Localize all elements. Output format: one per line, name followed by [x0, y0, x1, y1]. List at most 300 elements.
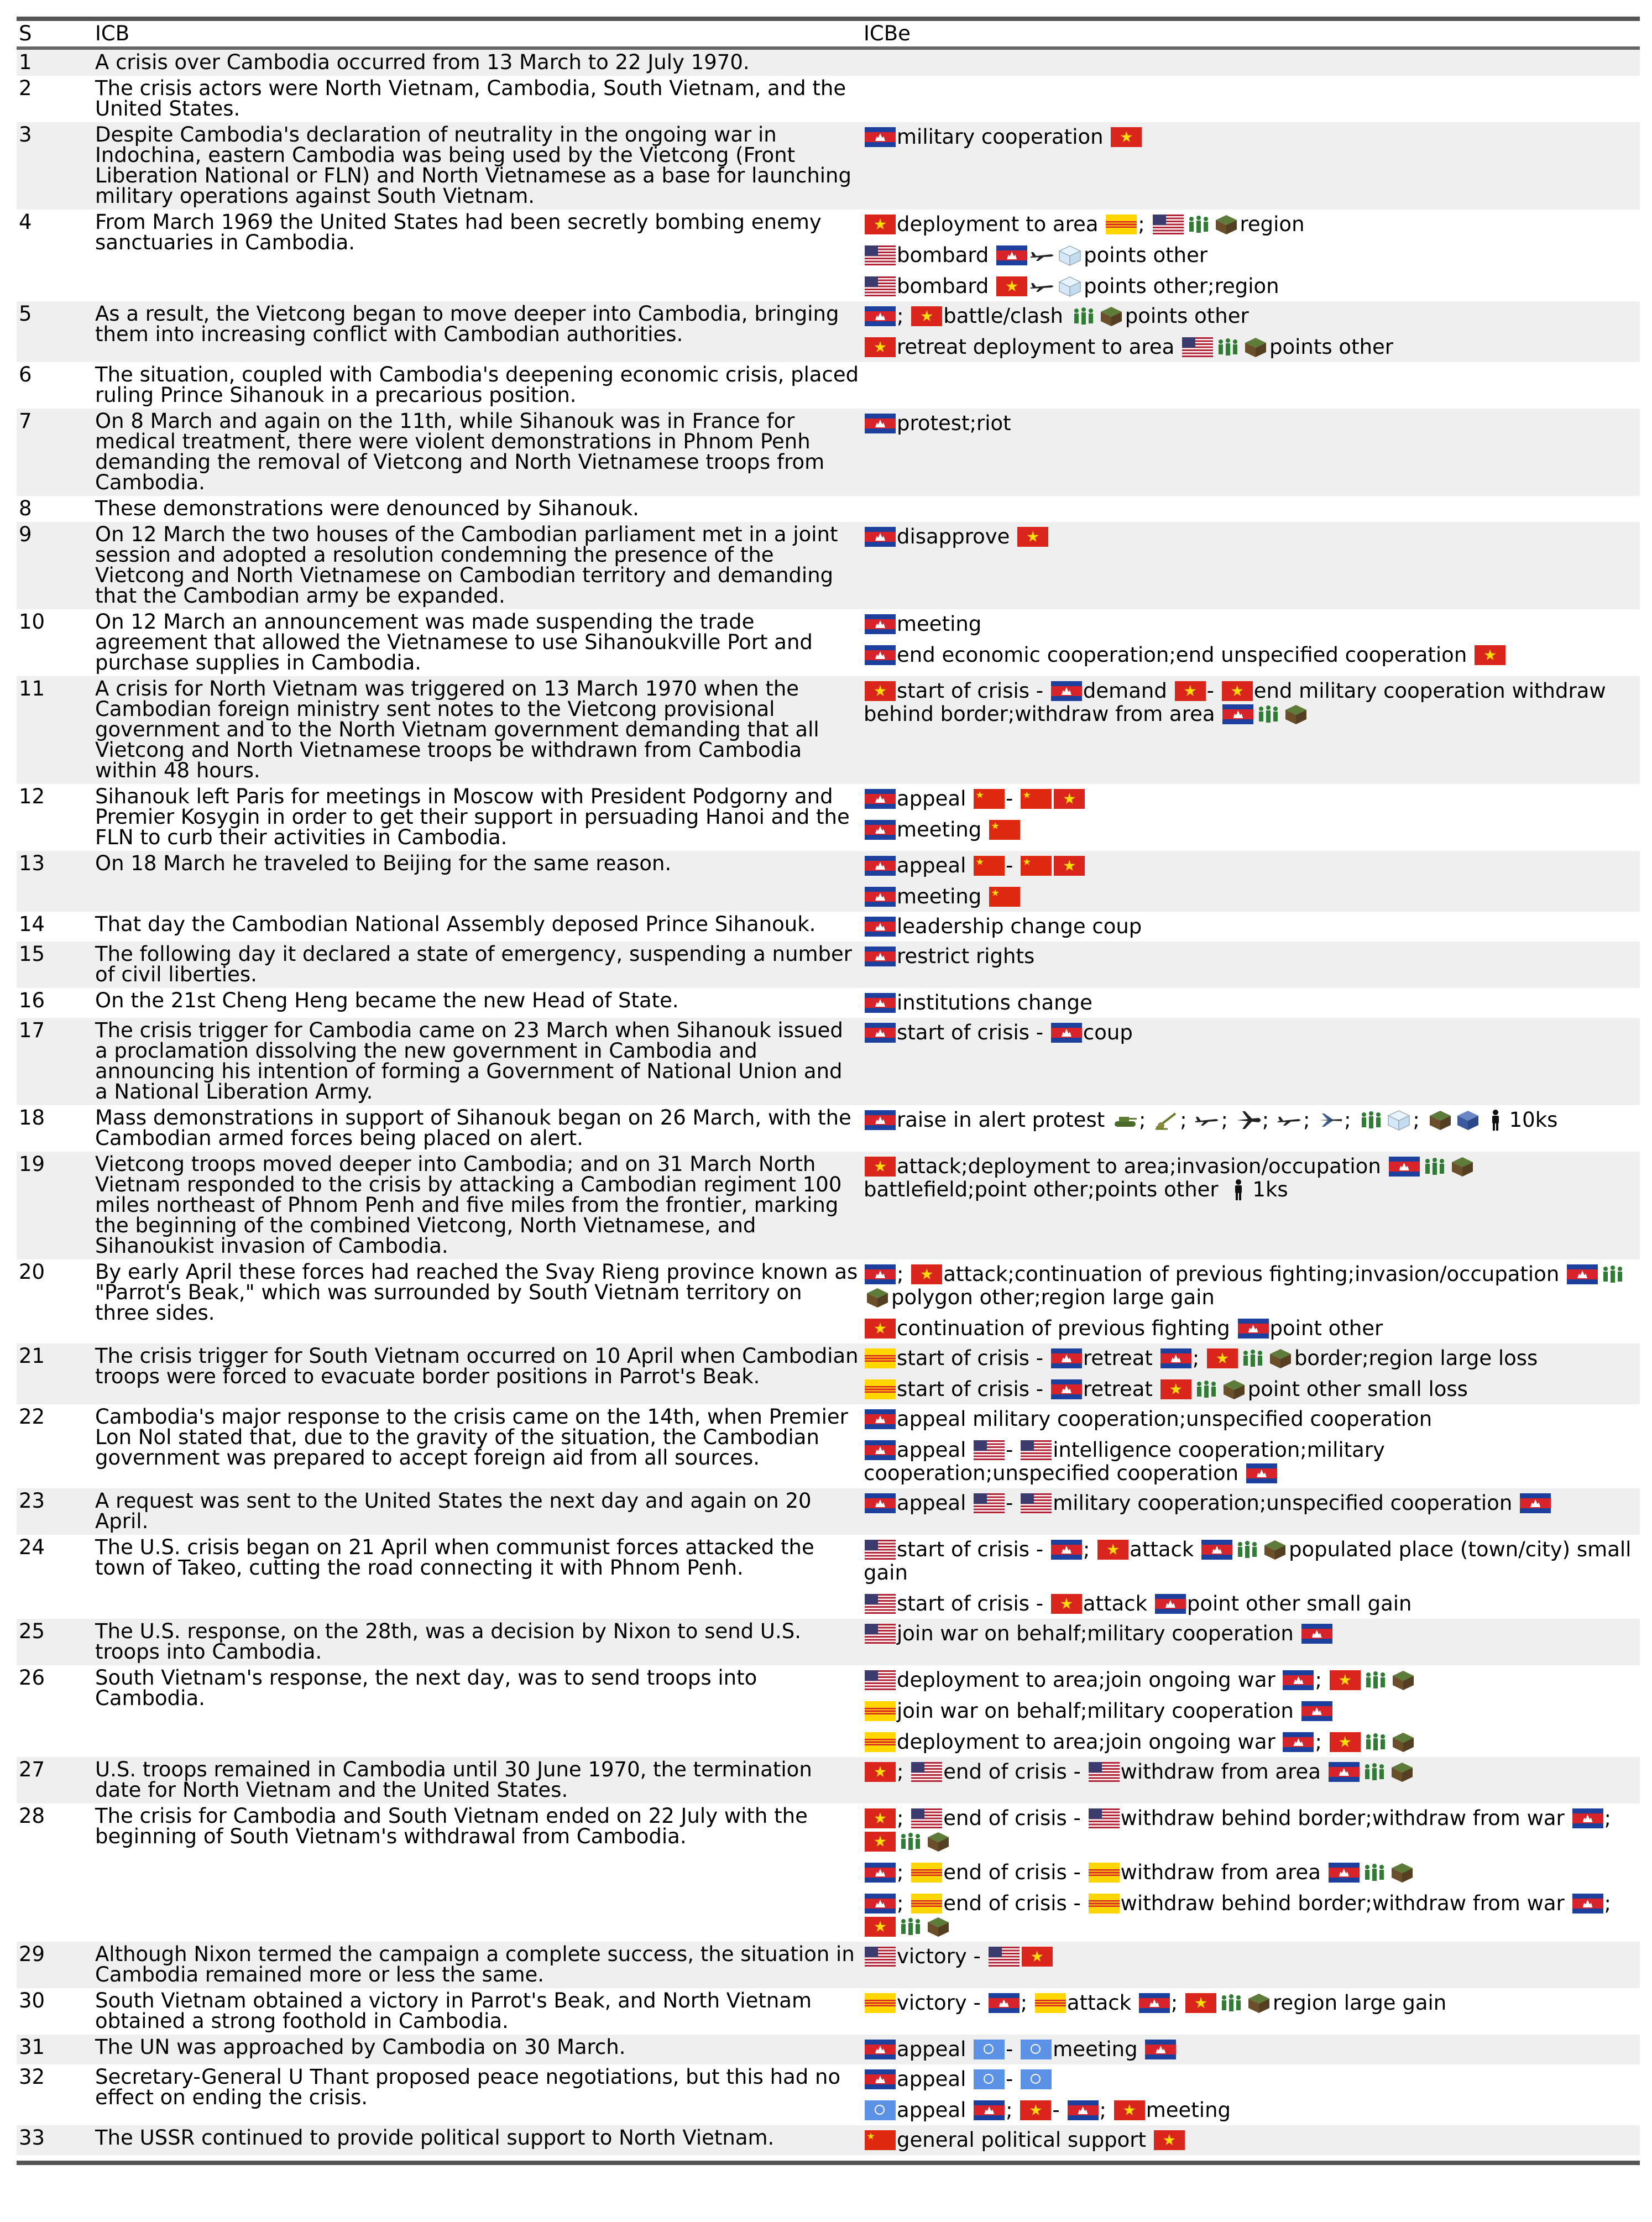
us-flag [865, 1670, 896, 1690]
row-number: 2 [19, 76, 32, 100]
icbe-events [861, 409, 1640, 496]
row-number: 24 [19, 1535, 45, 1559]
event-text: protest;riot [897, 411, 1011, 435]
troops-icon [1362, 1862, 1387, 1884]
table-row [17, 912, 1640, 942]
event-text: ; [1170, 1991, 1178, 2015]
us-flag [865, 1594, 896, 1614]
row-number: 7 [17, 409, 93, 496]
event-text: start of crisis - [897, 1592, 1044, 1615]
icbe-events [861, 522, 1640, 609]
china-flag [1021, 789, 1052, 809]
vietcong-flag [1222, 681, 1253, 701]
icbe-events [861, 2064, 1640, 2125]
icbe-events [861, 609, 1640, 676]
cambodia-flag [1283, 1732, 1314, 1752]
event-text: ; [1139, 1108, 1146, 1132]
event-text: demand [1083, 679, 1167, 703]
cambodia-flag [1155, 1594, 1186, 1614]
us-flag [865, 276, 896, 296]
cambodia-flag [865, 917, 896, 937]
event-text: - [1006, 787, 1013, 811]
vietcong-flag [865, 1319, 896, 1339]
china-flag [974, 789, 1005, 809]
icb-sentence: A crisis for North Vietnam was triggered on 13 March 1970 when the Cambodian foreign ministry sent notes to the Vietcong provisional government and to the North Vietnam government demanding that all Vietcong and North Vietnamese troops be withdrawn from Cambodia within 48 hours. [93, 676, 861, 784]
south-vietnam-flag [911, 1894, 942, 1913]
troops-icon [1240, 1347, 1266, 1369]
table-row [17, 496, 1640, 522]
icbe-events [861, 50, 1640, 76]
us-flag [1089, 1762, 1120, 1782]
table-row [17, 1488, 1640, 1535]
header-row [17, 21, 1640, 46]
un-flag [865, 2100, 896, 2120]
event-text: populated place (town/city) small gain [864, 1538, 1632, 1585]
event-text: ; [1604, 1806, 1611, 1830]
land-icon [1221, 1378, 1247, 1400]
cambodia-flag [865, 2040, 896, 2059]
icbe-event [864, 1155, 1638, 1201]
event-text: start of crisis - [897, 1021, 1044, 1044]
icbe-event [864, 1317, 1638, 1340]
icbe-event [864, 613, 1638, 636]
table-row [17, 609, 1640, 676]
event-text: appeal [897, 2098, 966, 2122]
event-text: retreat deployment to area [897, 335, 1175, 359]
icb-sentence: By early April these forces had reached the Svay Rieng province known as "Parrot's Beak," which was surrounded by South Vietnam territory on three sides. [95, 1260, 858, 1325]
row-number: 30 [19, 1989, 45, 2012]
us-flag [974, 1440, 1005, 1460]
event-text: end of crisis - [943, 1860, 1081, 1884]
icb-sentence: A crisis over Cambodia occurred from 13 March to 22 July 1970. [93, 50, 861, 76]
icbe-event [864, 1592, 1638, 1615]
icbe-event [864, 818, 1638, 841]
event-text: appeal military cooperation;unspecified cooperation [897, 1407, 1433, 1431]
un-flag [1021, 2069, 1052, 2089]
event-text: attack;continuation of previous fighting;invasion/occupation [943, 1262, 1560, 1286]
cambodia-flag [1051, 1023, 1082, 1043]
us-flag [865, 1947, 896, 1967]
event-text: ; [1604, 1891, 1611, 1915]
icbe-event [864, 854, 1638, 877]
icbe-events [861, 1988, 1640, 2035]
event-text: meeting [897, 885, 982, 908]
event-text: start of crisis - [897, 1538, 1044, 1561]
event-text: deployment to area [897, 212, 1099, 236]
troops-icon [1600, 1263, 1625, 1285]
table-row [17, 851, 1640, 912]
us-flag [974, 1493, 1005, 1513]
vietcong-flag [1111, 127, 1142, 147]
event-text: ; [897, 1860, 904, 1884]
icbe-events [861, 1152, 1640, 1259]
vietcong-flag [865, 1808, 896, 1828]
comparison-table [17, 21, 1640, 46]
row-number: 8 [19, 496, 32, 520]
icbe-event [864, 2068, 1638, 2091]
cambodia-flag [865, 127, 896, 147]
event-text: - [1006, 2037, 1013, 2061]
icb-sentence: Although Nixon termed the campaign a complete success, the situation in Cambodia remained more or less the same. [93, 1942, 861, 1988]
icbe-event [864, 885, 1638, 908]
cambodia-flag [865, 1493, 896, 1513]
icbe-events [861, 301, 1640, 362]
vietcong-flag [1054, 789, 1085, 809]
icbe-event [864, 1021, 1638, 1044]
icbe-events [861, 1665, 1640, 1757]
row-number: 23 [17, 1488, 93, 1535]
land-icon [1450, 1156, 1475, 1178]
row-number: 21 [17, 1343, 93, 1404]
cambodia-flag [1051, 1348, 1082, 1368]
cambodia-flag [865, 1894, 896, 1913]
row-number: 16 [19, 989, 45, 1012]
cambodia-flag [1389, 1157, 1420, 1177]
icbe-event [864, 2099, 1638, 2122]
icb-sentence: Vietcong troops moved deeper into Cambodia; and on 31 March North Vietnam responded to the crisis by attacking a Cambodian regiment 100 miles northeast of Phnom Penh and five miles from the frontier, marking the beginning of the combined Vietcong, North Vietnamese, and Sihanoukist invasion of Cambodia. [93, 1152, 861, 1259]
vietcong-flag [1051, 1594, 1082, 1614]
table-row [17, 2064, 1640, 2125]
us-flag [989, 1947, 1020, 1967]
airplane-icon [1277, 1109, 1302, 1131]
event-text: point other [1269, 1316, 1383, 1340]
cambodia-flag [1572, 1894, 1603, 1913]
icb-icbe-table-sheet [17, 17, 1640, 2165]
vietcong-flag [1022, 1947, 1053, 1967]
south-vietnam-flag [865, 1993, 896, 2013]
us-flag [1153, 215, 1184, 234]
row-number: 26 [19, 1666, 45, 1690]
row-number: 18 [19, 1106, 45, 1130]
icbe-event [864, 1439, 1638, 1485]
cambodia-flag [865, 1264, 896, 1284]
event-text: end of crisis - [943, 1806, 1081, 1830]
us-flag [911, 1762, 942, 1782]
icbe-events [861, 1018, 1640, 1105]
cambodia-flag [865, 2069, 896, 2089]
troops-icon [1256, 703, 1281, 725]
vietcong-flag [1114, 2100, 1145, 2120]
event-text: - [1006, 1491, 1013, 1515]
event-text: region [1240, 212, 1305, 236]
cambodia-flag [1329, 1863, 1360, 1883]
table-row [17, 1404, 1640, 1488]
vietcong-flag [1017, 527, 1048, 547]
event-text: leadership change coup [897, 914, 1142, 938]
event-text: attack;deployment to area;invasion/occupation [897, 1154, 1381, 1178]
us-flag [1089, 1808, 1120, 1828]
event-text: battlefield;point other;points other [864, 1178, 1219, 1201]
table-row [17, 522, 1640, 609]
ice-cube-icon [1057, 244, 1083, 266]
vietcong-flag [865, 215, 896, 234]
row-number: 6 [19, 363, 32, 386]
table-row [17, 1803, 1640, 1942]
icbe-events [861, 2035, 1640, 2064]
icbe-event [864, 2129, 1638, 2152]
icb-sentence: South Vietnam obtained a victory in Parrot's Beak, and North Vietnam obtained a strong foothold in Cambodia. [95, 1989, 812, 2033]
event-text: retreat [1083, 1377, 1153, 1401]
event-text: end economic cooperation;end unspecified cooperation [897, 643, 1467, 667]
event-text: attack [1067, 1991, 1132, 2015]
row-number: 27 [17, 1757, 93, 1803]
event-text: withdraw behind border;withdraw from war [1120, 1806, 1565, 1830]
vietcong-flag [865, 1157, 896, 1177]
cambodia-flag [1520, 1493, 1551, 1513]
icb-sentence: The crisis trigger for Cambodia came on 23 March when Sihanouk issued a proclamation dissolving the new government in Cambodia and announcing his intention of forming a Government of National Union and a National Liberation Army. [93, 1018, 861, 1105]
event-text: join war on behalf;military cooperation [897, 1622, 1294, 1645]
troops-icon [1194, 1378, 1219, 1400]
table-row [17, 362, 1640, 409]
icbe-event [864, 275, 1638, 298]
us-flag [865, 1540, 896, 1560]
troops-icon [1358, 1109, 1384, 1131]
troops-icon [1186, 213, 1211, 236]
china-flag [989, 887, 1020, 907]
table-row [17, 409, 1640, 496]
row-number: 25 [17, 1619, 93, 1665]
event-text: join war on behalf;military cooperation [897, 1699, 1294, 1723]
troops-icon [898, 1916, 923, 1938]
us-flag [911, 1808, 942, 1828]
event-text: disapprove [897, 525, 1010, 548]
vietcong-flag [996, 276, 1027, 296]
event-text: meeting [897, 612, 982, 636]
un-flag [974, 2040, 1005, 2059]
table-row [17, 301, 1640, 362]
icb-sentence: The crisis actors were North Vietnam, Cambodia, South Vietnam, and the United States. [95, 76, 846, 121]
event-text: ; [1303, 1108, 1310, 1132]
icbe-events [861, 942, 1640, 988]
table-row [17, 2035, 1640, 2064]
icb-sentence: The U.S. crisis began on 21 April when communist forces attacked the town of Takeo, cutting the road connecting it with Phnom Penh. [95, 1535, 814, 1580]
event-text: border;region large loss [1294, 1346, 1538, 1370]
cambodia-flag [1068, 2100, 1099, 2120]
cambodia-flag [1222, 704, 1253, 724]
icbe-event [864, 1760, 1638, 1784]
table-body [17, 50, 1640, 2155]
icbe-events [861, 1343, 1640, 1404]
cambodia-flag [1301, 1624, 1332, 1644]
icb-sentence: The crisis for Cambodia and South Vietnam ended on 22 July with the beginning of South Vietnam's withdrawal from Cambodia. [95, 1804, 808, 1848]
vietcong-flag [1160, 1379, 1191, 1399]
event-text: appeal [897, 1438, 966, 1462]
cambodia-flag [865, 1023, 896, 1043]
icb-sentence: Mass demonstrations in support of Sihanouk began on 26 March, with the Cambodian armed forces being placed on alert. [95, 1106, 851, 1150]
person-icon [1483, 1109, 1508, 1131]
row-number: 28 [19, 1804, 45, 1828]
event-text: ; [1099, 2098, 1106, 2122]
vietcong-flag [1154, 2130, 1185, 2150]
icbe-events [861, 362, 1640, 409]
land-icon [865, 1287, 890, 1309]
event-text: points other [1125, 304, 1249, 328]
icb-sentence: That day the Cambodian National Assembly deposed Prince Sihanouk. [95, 912, 816, 936]
icbe-event [864, 126, 1638, 149]
event-text: ; [1221, 1108, 1228, 1132]
icbe-event [864, 213, 1638, 236]
table-row [17, 1665, 1640, 1757]
vietcong-flag [1207, 1348, 1238, 1368]
event-text: meeting [897, 818, 982, 841]
icbe-events [861, 210, 1640, 301]
table-row [17, 1259, 1640, 1343]
icbe-event [864, 1945, 1638, 1968]
vietcong-flag [1475, 645, 1505, 665]
event-text: ; [1262, 1108, 1269, 1132]
cambodia-flag [1238, 1319, 1269, 1339]
event-text: coup [1083, 1021, 1133, 1044]
vietcong-flag [911, 306, 942, 326]
cambodia-flag [974, 2100, 1005, 2120]
icbe-event [864, 1991, 1638, 2015]
event-text: end of crisis - [943, 1760, 1081, 1784]
vietcong-flag [1330, 1732, 1361, 1752]
table-row [17, 1942, 1640, 1988]
land-icon [1390, 1669, 1416, 1691]
south-vietnam-flag [911, 1863, 942, 1883]
event-text: bombard [897, 274, 989, 298]
vietcong-flag [1185, 1993, 1216, 2013]
cambodia-flag [865, 1440, 896, 1460]
troops-icon [1235, 1539, 1260, 1561]
land-icon [1283, 703, 1309, 725]
event-text: ; [897, 1806, 904, 1830]
icb-sentence: A request was sent to the United States the next day and again on 20 April. [93, 1488, 861, 1535]
icbe-events [861, 1259, 1640, 1343]
event-text: ; [1413, 1108, 1420, 1132]
icbe-event [864, 787, 1638, 811]
vietcong-flag [1054, 856, 1085, 876]
event-text: ; [1180, 1108, 1187, 1132]
icb-sentence: The UN was approached by Cambodia on 30 March. [93, 2035, 861, 2064]
event-text: ; [1344, 1108, 1351, 1132]
china-flag [974, 856, 1005, 876]
icbe-event [864, 644, 1638, 667]
event-text: appeal [897, 854, 966, 877]
icbe-events [861, 1488, 1640, 1535]
vietcong-flag [865, 681, 896, 701]
ice-cube-icon [1057, 275, 1083, 297]
cambodia-flag [1567, 1264, 1598, 1284]
cambodia-flag [1246, 1463, 1277, 1483]
icbe-events [861, 1942, 1640, 1988]
event-text: ; [897, 1891, 904, 1915]
jet-icon [1236, 1109, 1261, 1131]
event-text: victory - [897, 1944, 981, 1968]
icb-sentence: As a result, the Vietcong began to move deeper into Cambodia, bringing them into increasing conflict with Cambodian authorities. [93, 301, 861, 362]
cambodia-flag [865, 887, 896, 907]
cambodia-flag [989, 1993, 1020, 2013]
land-icon [1390, 1731, 1416, 1753]
south-vietnam-flag [1089, 1894, 1120, 1913]
land-icon [1262, 1539, 1288, 1561]
cambodia-flag [865, 645, 896, 665]
icbe-events [861, 1535, 1640, 1619]
cambodia-flag [865, 527, 896, 547]
row-number: 20 [19, 1260, 45, 1284]
troops-icon [1422, 1156, 1447, 1178]
troops-icon [898, 1831, 923, 1853]
icbe-events [861, 2125, 1640, 2155]
vietcong-flag [865, 337, 896, 357]
icbe-events [861, 988, 1640, 1018]
icbe-event [864, 1669, 1638, 1692]
land-icon [1268, 1347, 1293, 1369]
land-icon [1099, 305, 1124, 327]
event-text: ; [1192, 1346, 1200, 1370]
land-icon [1246, 1992, 1272, 2014]
icbe-event [864, 525, 1638, 548]
event-text: ; [1138, 212, 1145, 236]
south-vietnam-flag [1106, 215, 1137, 234]
vietcong-flag [865, 1917, 896, 1937]
us-flag [1021, 1440, 1052, 1460]
icbe-event [864, 1347, 1638, 1370]
event-text: - [1052, 2098, 1060, 2122]
event-text: ; [1083, 1538, 1090, 1561]
row-number: 4 [19, 210, 32, 234]
cambodia-flag [865, 1409, 896, 1429]
table-row [17, 676, 1640, 784]
vietcong-flag [1330, 1670, 1361, 1690]
header-icb: ICB [95, 22, 130, 45]
icbe-events [861, 1619, 1640, 1665]
table-row [17, 122, 1640, 210]
vietcong-flag [1020, 2100, 1051, 2120]
event-text: end of crisis - [943, 1891, 1081, 1915]
event-text: appeal [897, 2067, 966, 2091]
event-text: appeal [897, 1491, 966, 1515]
icbe-events [861, 784, 1640, 851]
land-icon [1428, 1109, 1453, 1131]
cambodia-flag [865, 614, 896, 634]
event-text: polygon other;region large gain [891, 1285, 1215, 1309]
event-text: meeting [1053, 2037, 1138, 2061]
cube-icon [1455, 1109, 1481, 1131]
event-text: intelligence cooperation;military cooperation;unspecified cooperation [864, 1438, 1385, 1485]
icbe-events [861, 1404, 1640, 1488]
event-text: withdraw from area [1120, 1860, 1321, 1884]
icbe-events [861, 76, 1640, 122]
event-text: start of crisis - [897, 1346, 1044, 1370]
us-flag [1021, 1493, 1052, 1513]
land-icon [926, 1916, 951, 1938]
icb-sentence: Cambodia's major response to the crisis came on the 14th, when Premier Lon Nol stated that, due to the gravity of the situation, the Cambodian government was prepared to accept foreign aid from all sources. [95, 1405, 848, 1470]
troops-icon [1362, 1761, 1387, 1783]
land-icon [1214, 213, 1239, 236]
event-text: - [1006, 2067, 1013, 2091]
icbe-events [861, 1105, 1640, 1152]
event-text: ; [897, 1262, 904, 1286]
icbe-event [864, 1622, 1638, 1645]
icbe-event [864, 305, 1638, 328]
table-row [17, 1343, 1640, 1404]
vietcong-flag [911, 1264, 942, 1284]
table-row [17, 1619, 1640, 1665]
icbe-event [864, 1263, 1638, 1309]
vietcong-flag [1175, 681, 1206, 701]
row-number: 31 [17, 2035, 93, 2064]
event-text: raise in alert protest [897, 1108, 1105, 1132]
event-text: deployment to area;join ongoing war [897, 1730, 1275, 1754]
event-text: point other small loss [1247, 1377, 1468, 1401]
un-flag [974, 2069, 1005, 2089]
row-number: 17 [17, 1018, 93, 1105]
icbe-event [864, 1109, 1638, 1132]
event-text: ; [1315, 1668, 1322, 1692]
row-number: 15 [17, 942, 93, 988]
